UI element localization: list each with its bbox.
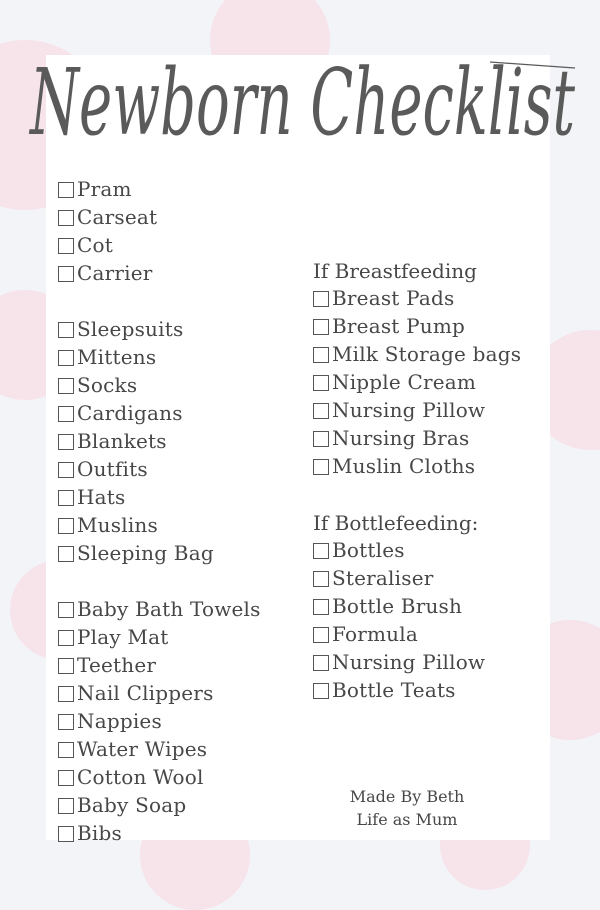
- page-title: [20, 2, 590, 182]
- checklist-item-label: Sleepsuits: [77, 317, 184, 341]
- checkbox[interactable]: [58, 546, 74, 562]
- checkbox[interactable]: [58, 182, 74, 198]
- checklist-item-label: Muslins: [77, 513, 158, 537]
- checklist-item[interactable]: [58, 651, 156, 679]
- checklist-item-label: Cot: [77, 233, 113, 257]
- checklist-item-label: Milk Storage bags: [332, 342, 522, 366]
- checkbox[interactable]: [313, 599, 329, 615]
- checkbox[interactable]: [313, 543, 329, 559]
- checklist-item[interactable]: [313, 368, 476, 396]
- checkbox[interactable]: [58, 686, 74, 702]
- checklist-item[interactable]: [58, 399, 183, 427]
- checkbox[interactable]: [313, 571, 329, 587]
- checkbox[interactable]: [58, 630, 74, 646]
- checkbox[interactable]: [58, 210, 74, 226]
- checklist-item-label: Socks: [77, 373, 138, 397]
- checkbox[interactable]: [58, 742, 74, 758]
- checklist-item-label: Formula: [332, 622, 418, 646]
- checklist-item-label: Nursing Bras: [332, 426, 470, 450]
- checklist-item[interactable]: [313, 620, 418, 648]
- checkbox[interactable]: [313, 683, 329, 699]
- checklist-item[interactable]: [58, 203, 157, 231]
- checklist-item[interactable]: [58, 231, 113, 259]
- checkbox[interactable]: [58, 658, 74, 674]
- checklist-item[interactable]: [313, 564, 434, 592]
- checklist-item[interactable]: [58, 791, 186, 819]
- checkbox[interactable]: [58, 462, 74, 478]
- checklist-item-label: Pram: [77, 177, 132, 201]
- checklist-item-label: Blankets: [77, 429, 167, 453]
- credit-line-1: Made By Beth: [349, 787, 465, 806]
- checklist-item-label: Nappies: [77, 709, 162, 733]
- checklist-item-label: Mittens: [77, 345, 157, 369]
- checklist-item[interactable]: [58, 371, 137, 399]
- checkbox[interactable]: [313, 627, 329, 643]
- checklist-item[interactable]: [58, 511, 158, 539]
- checklist-item-label: Cotton Wool: [77, 765, 204, 789]
- checklist-item[interactable]: [313, 340, 521, 368]
- checkbox[interactable]: [313, 291, 329, 307]
- checklist-item[interactable]: [313, 284, 454, 312]
- checkbox[interactable]: [313, 459, 329, 475]
- checklist-item-label: Nail Clippers: [77, 681, 214, 705]
- checkbox[interactable]: [58, 602, 74, 618]
- checklist-item[interactable]: [58, 707, 162, 735]
- checklist-item[interactable]: [58, 455, 148, 483]
- checklist-item-label: Bottle Brush: [332, 594, 463, 618]
- checklist-item[interactable]: [58, 679, 214, 707]
- checklist-item-label: Baby Bath Towels: [77, 597, 261, 621]
- checklist-item-label: Outfits: [77, 457, 148, 481]
- checkbox[interactable]: [313, 655, 329, 671]
- checklist-item[interactable]: [313, 396, 485, 424]
- checkbox[interactable]: [58, 350, 74, 366]
- checklist-item-label: Steraliser: [332, 566, 434, 590]
- checklist-item[interactable]: [313, 648, 485, 676]
- checkbox[interactable]: [313, 375, 329, 391]
- checkbox[interactable]: [58, 322, 74, 338]
- checkbox[interactable]: [313, 431, 329, 447]
- checklist-item[interactable]: [313, 676, 456, 704]
- breastfeeding-heading: If Breastfeeding: [313, 259, 477, 283]
- checklist-item[interactable]: [313, 424, 470, 452]
- bottlefeeding-heading: If Bottlefeeding:: [313, 511, 479, 535]
- title-text: Newborn Checklist: [28, 49, 576, 156]
- checklist-item-label: Teether: [77, 653, 157, 677]
- checkbox[interactable]: [58, 770, 74, 786]
- checklist-item[interactable]: [313, 592, 462, 620]
- checkbox[interactable]: [313, 403, 329, 419]
- checkbox[interactable]: [58, 714, 74, 730]
- checklist-item-label: Sleeping Bag: [77, 541, 214, 565]
- checklist-item-label: Play Mat: [77, 625, 169, 649]
- checklist-item[interactable]: [58, 623, 168, 651]
- checklist-item-label: Water Wipes: [77, 737, 208, 761]
- checklist-item-label: Bottles: [332, 538, 405, 562]
- checklist-item[interactable]: [58, 315, 183, 343]
- checklist-item-label: Bibs: [77, 821, 122, 845]
- checklist-item[interactable]: [58, 763, 204, 791]
- checkbox[interactable]: [313, 319, 329, 335]
- checkbox[interactable]: [58, 826, 74, 842]
- checklist-item[interactable]: [58, 819, 122, 847]
- checklist-item-label: Nursing Pillow: [332, 398, 486, 422]
- checklist-item-label: Baby Soap: [77, 793, 187, 817]
- checkbox[interactable]: [58, 518, 74, 534]
- credit-line-2: Life as Mum: [356, 810, 458, 829]
- checkbox[interactable]: [58, 798, 74, 814]
- checkbox[interactable]: [58, 406, 74, 422]
- checklist-item[interactable]: [58, 427, 167, 455]
- checkbox[interactable]: [58, 490, 74, 506]
- checkbox[interactable]: [58, 238, 74, 254]
- checklist-item[interactable]: [313, 312, 465, 340]
- checkbox[interactable]: [58, 266, 74, 282]
- checklist-item[interactable]: [58, 539, 214, 567]
- checklist-item-label: Carrier: [77, 261, 153, 285]
- checkbox[interactable]: [313, 347, 329, 363]
- checklist-item[interactable]: [58, 259, 153, 287]
- checklist-item-label: Nipple Cream: [332, 370, 477, 394]
- checklist-item[interactable]: [58, 595, 261, 623]
- checklist-item-label: Bottle Teats: [332, 678, 456, 702]
- checklist-item-label: Muslin Cloths: [332, 454, 476, 478]
- checklist-item-label: Cardigans: [77, 401, 183, 425]
- checklist-item-label: Carseat: [77, 205, 158, 229]
- checklist-item-label: Nursing Pillow: [332, 650, 486, 674]
- checklist-item[interactable]: [313, 452, 475, 480]
- checklist-item[interactable]: [58, 735, 207, 763]
- checklist-item-label: Hats: [77, 485, 126, 509]
- checklist-item[interactable]: [313, 536, 405, 564]
- checklist-item-label: Breast Pads: [332, 286, 455, 310]
- checklist-item-label: Breast Pump: [332, 314, 465, 338]
- checklist-item[interactable]: [58, 343, 156, 371]
- checklist-item[interactable]: [58, 483, 125, 511]
- checklist-item[interactable]: [58, 175, 132, 203]
- checkbox[interactable]: [58, 378, 74, 394]
- checkbox[interactable]: [58, 434, 74, 450]
